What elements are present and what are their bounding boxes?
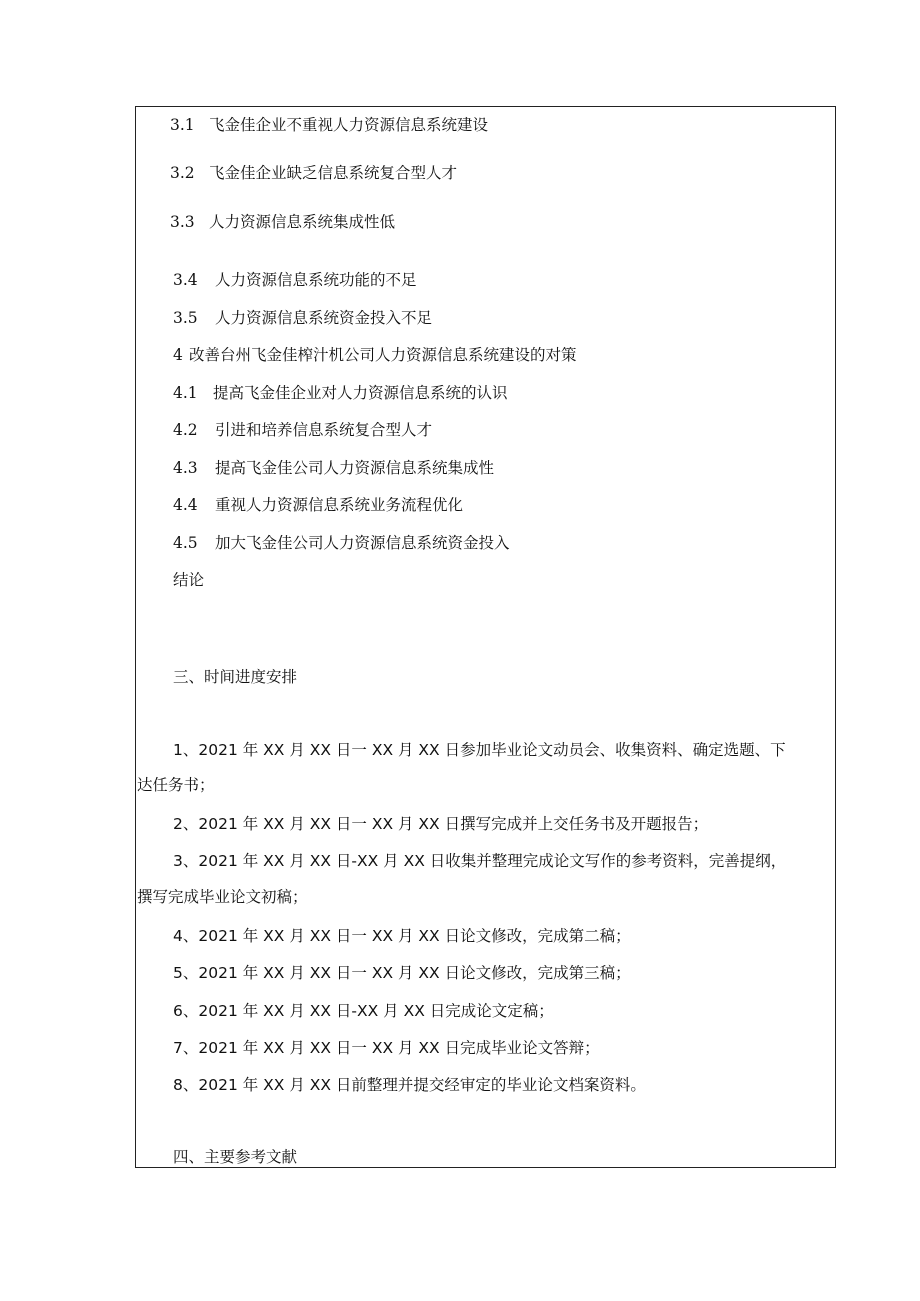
outline-text: 引进和培养信息系统复合型人才 (214, 421, 432, 439)
outline-text: 飞金佳企业不重视人力资源信息系统建设 (208, 116, 488, 134)
schedule-item-7: 7、2021 年 XX 月 XX 日一 XX 月 XX 日完成毕业论文答辩； (173, 1039, 600, 1057)
outline-item-3-2 (170, 163, 457, 183)
outline-number: 4.5 (173, 534, 198, 552)
outline-number: 4.3 (173, 459, 198, 477)
schedule-item-6: 6、2021 年 XX 月 XX 日-XX 月 XX 日完成论文定稿； (173, 1002, 554, 1020)
outline-item-4-4 (173, 495, 463, 515)
outline-text: 人力资源信息系统资金投入不足 (214, 309, 432, 327)
outline-item-3-1 (170, 115, 488, 135)
outline-number: 4.1 (173, 384, 198, 402)
outline-number: 4 (173, 346, 183, 364)
outline-item-3-5 (173, 308, 432, 328)
outline-text: 结论 (173, 571, 205, 589)
outline-item-3-4 (173, 270, 416, 290)
schedule-item-1-line1: 1、2021 年 XX 月 XX 日一 XX 月 XX 日参加毕业论文动员会、收集资料、确定选题、下 (173, 741, 786, 759)
outline-text: 加大飞金佳公司人力资源信息系统资金投入 (214, 534, 510, 552)
schedule-item-5: 5、2021 年 XX 月 XX 日一 XX 月 XX 日论文修改，完成第三稿； (173, 964, 631, 982)
outline-text: 提高飞金佳公司人力资源信息系统集成性 (214, 459, 494, 477)
outline-item-4-2 (173, 420, 432, 440)
schedule-item-3-line2: 撰写完成毕业论文初稿； (137, 888, 308, 906)
schedule-item-1-line2: 达任务书； (137, 776, 215, 794)
outline-item-3-3 (170, 212, 395, 232)
outline-text: 重视人力资源信息系统业务流程优化 (214, 496, 463, 514)
schedule-item-8: 8、2021 年 XX 月 XX 日前整理并提交经审定的毕业论文档案资料。 (173, 1076, 646, 1094)
outline-text: 飞金佳企业缺乏信息系统复合型人才 (208, 164, 457, 182)
outline-text: 人力资源信息系统功能的不足 (214, 271, 417, 289)
schedule-item-3-line1: 3、2021 年 XX 月 XX 日-XX 月 XX 日收集并整理完成论文写作的参考资料，完善提纲， (173, 852, 787, 870)
outline-number: 3.3 (170, 213, 195, 231)
outline-item-4-1 (173, 383, 507, 403)
outline-item-4-3 (173, 458, 494, 478)
outline-chapter-4 (173, 345, 576, 365)
outline-text: 改善台州飞金佳榨汁机公司人力资源信息系统建设的对策 (188, 346, 577, 364)
outline-number: 4.4 (173, 496, 198, 514)
outline-number: 3.4 (173, 271, 198, 289)
outline-text: 人力资源信息系统集成性低 (208, 213, 395, 231)
outline-number: 3.1 (170, 116, 195, 134)
outline-number: 3.5 (173, 309, 198, 327)
outline-item-4-5 (173, 533, 509, 553)
section-heading-schedule: 三、时间进度安排 (173, 668, 298, 686)
outline-number: 4.2 (173, 421, 198, 439)
schedule-item-2: 2、2021 年 XX 月 XX 日一 XX 月 XX 日撰写完成并上交任务书及开题报告； (173, 815, 709, 833)
section-heading-references: 四、主要参考文献 (173, 1148, 298, 1166)
schedule-item-4: 4、2021 年 XX 月 XX 日一 XX 月 XX 日论文修改，完成第二稿； (173, 927, 631, 945)
outline-text: 提高飞金佳企业对人力资源信息系统的认识 (212, 384, 508, 402)
outline-conclusion (173, 570, 204, 590)
outline-number: 3.2 (170, 164, 195, 182)
